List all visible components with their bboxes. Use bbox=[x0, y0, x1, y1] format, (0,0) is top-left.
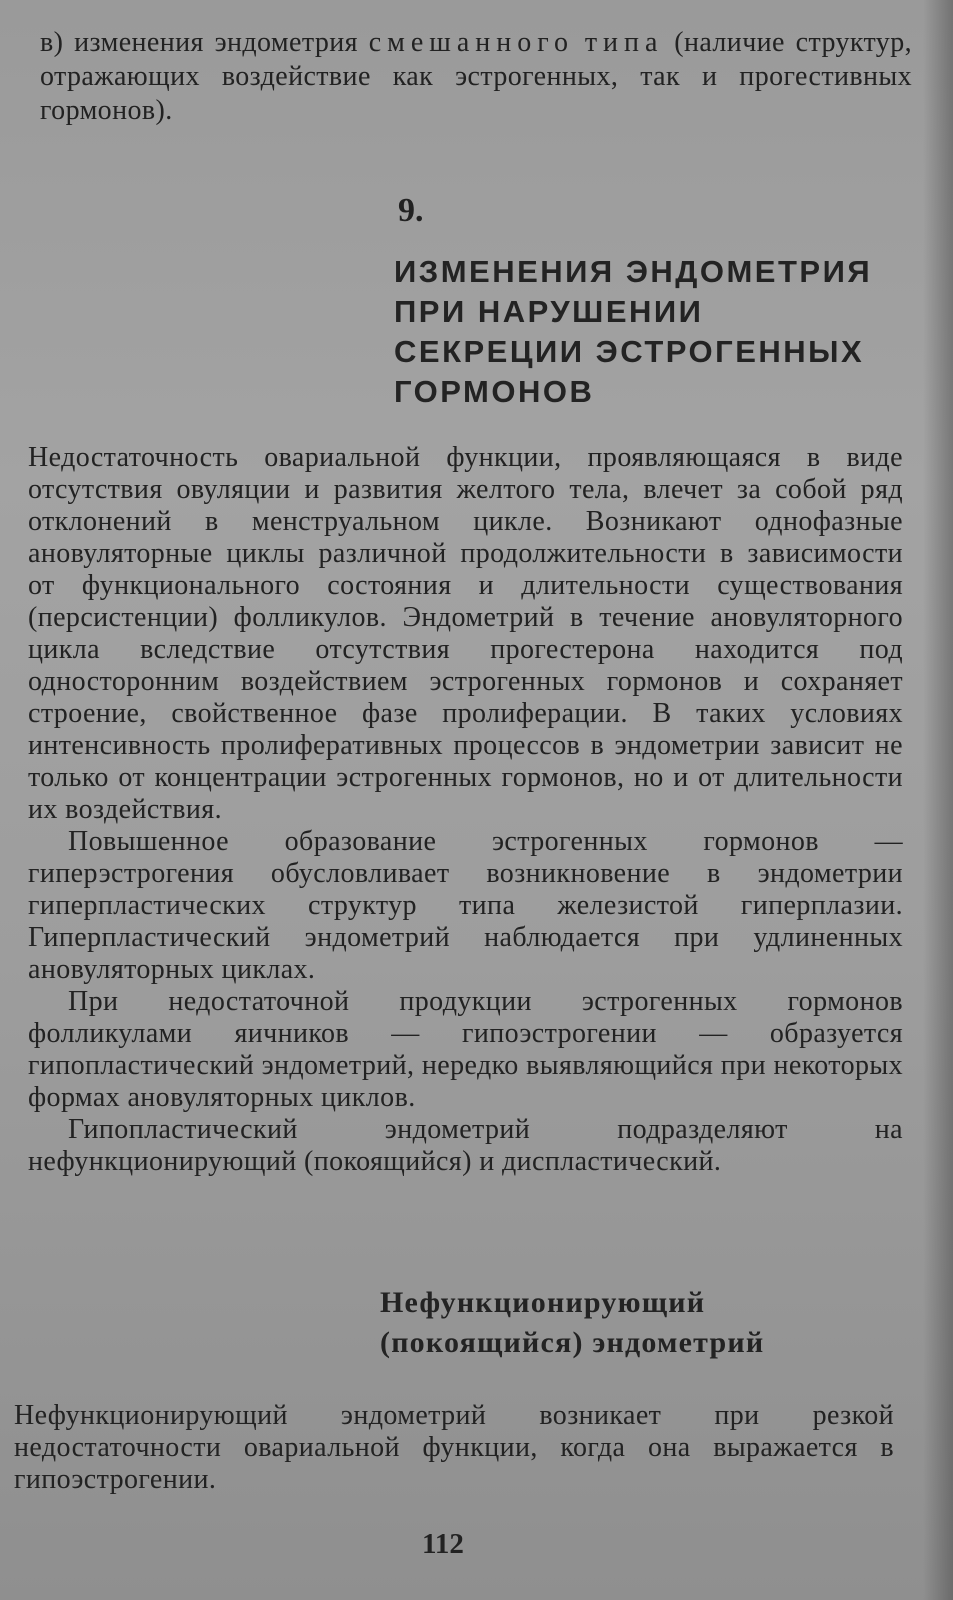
paragraph: Повышенное образование эстрогенных гормонов — гиперэстрогения обусловливает возникновение в эндометрии гиперпластических структур типа железистой гиперплазии. Гиперпластический эндометрий наблюдается при удлиненных ановуляторных циклах. bbox=[28, 826, 903, 985]
paragraph: Недостаточность овариальной функции, проявляющаяся в виде отсутствия овуляции и развития желтого тела, влечет за собой ряд отклонений в менструальном цикле. Возникают однофазные ановуляторные циклы различной продолжительности в зависимости от функционального состояния и длительности существования (персистенции) фолликулов. Эндометрий в течение ановуляторного цикла вследствие отсутствия прогестерона находится под односторонним воздействием эстрогенных гормонов и сохраняет строение, свойственное фазе пролиферации. В таких условиях интенсивность пролиферативных процессов в эндометрии зависит не только от концентрации эстрогенных гормонов, но и от длительности их воздействия. bbox=[28, 442, 903, 825]
subsection-title-line: (покоящийся) эндометрий bbox=[380, 1326, 765, 1359]
page-number: 112 bbox=[422, 1528, 464, 1560]
top-fragment bbox=[40, 26, 912, 128]
fragment-line1-spaced: смешанного bbox=[368, 27, 575, 58]
subsection-title-line: Нефункционирующий bbox=[380, 1286, 706, 1319]
subsection-body bbox=[14, 1400, 894, 1496]
fragment-line1-suffix: типа bbox=[584, 27, 664, 58]
fragment-rest: (наличие структур, отражающих воздействие как эстрогенных, так и прогестивных гормонов). bbox=[40, 27, 913, 126]
section-title-line: ПРИ НАРУШЕНИИ bbox=[394, 294, 704, 329]
section-title-line: СЕКРЕЦИИ ЭСТРОГЕННЫХ bbox=[394, 334, 865, 369]
section-title bbox=[394, 252, 914, 412]
paragraph: Нефункционирующий эндометрий возникает при резкой недостаточности овариальной функции, когда она выражается в гипоэстрогении. bbox=[14, 1400, 894, 1495]
paragraph: Гипопластический эндометрий подразделяют на нефункционирующий (покоящийся) и диспластический. bbox=[28, 1114, 903, 1177]
paragraph: При недостаточной продукции эстрогенных гормонов фолликулами яичников — гипоэстрогении — образуется гипопластический эндометрий, нередко выявляющийся при некоторых формах ановуляторных циклов. bbox=[28, 986, 903, 1113]
section-title-line: ИЗМЕНЕНИЯ ЭНДОМЕТРИЯ bbox=[394, 254, 873, 289]
subsection-title bbox=[380, 1283, 900, 1363]
section-body bbox=[28, 442, 903, 1178]
section-number: 9. bbox=[398, 192, 424, 229]
section-title-line: ГОРМОНОВ bbox=[394, 374, 595, 409]
fragment-line1-prefix: в) изменения эндометрия bbox=[40, 27, 358, 58]
page-shadow bbox=[923, 0, 953, 1600]
